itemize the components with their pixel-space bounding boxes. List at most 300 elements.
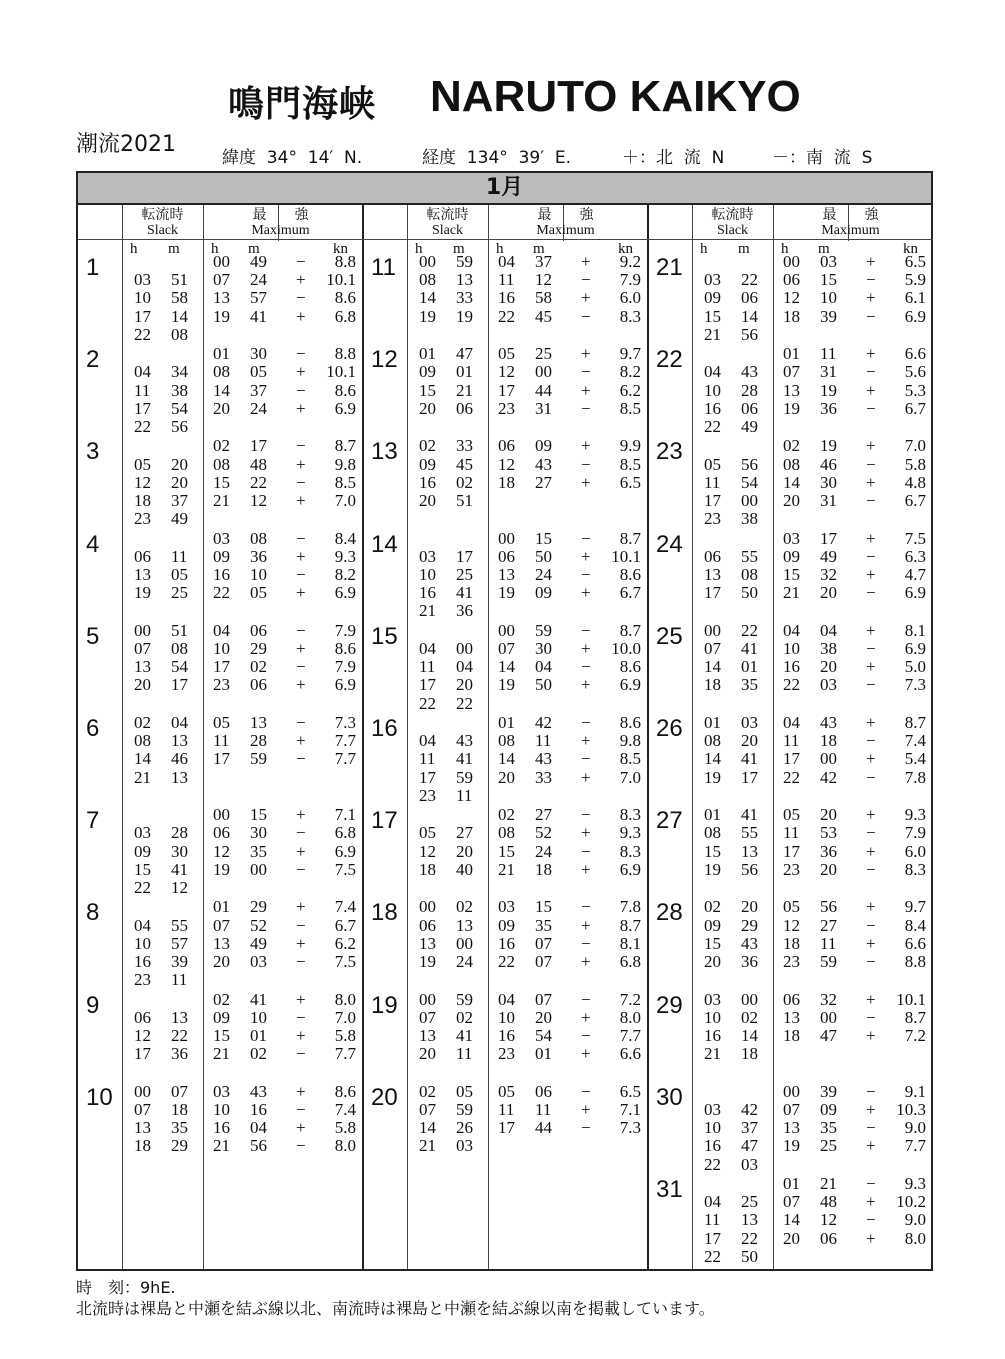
max-speed: 10.0 bbox=[611, 639, 641, 658]
flow-direction-sign: − bbox=[296, 952, 306, 971]
slack-hour: 04 bbox=[134, 915, 151, 935]
max-hour: 08 bbox=[213, 454, 230, 474]
flow-direction-sign: + bbox=[866, 713, 876, 732]
flow-direction-sign: + bbox=[296, 398, 306, 418]
slack-minute: 56 bbox=[741, 454, 758, 474]
day-number: 22 bbox=[656, 346, 683, 374]
max-hour: 12 bbox=[498, 362, 515, 382]
slack-minute: 36 bbox=[171, 1044, 188, 1064]
flow-direction-sign: + bbox=[866, 749, 876, 769]
flow-direction-sign: + bbox=[581, 344, 591, 364]
max-hour: 01 bbox=[213, 344, 230, 364]
max-minute: 05 bbox=[250, 362, 267, 382]
day-number: 28 bbox=[656, 899, 683, 927]
flow-direction-sign: − bbox=[866, 1174, 876, 1193]
slack-minute: 13 bbox=[171, 1007, 188, 1027]
slack-hour: 02 bbox=[419, 1081, 436, 1101]
max-hour: 13 bbox=[783, 1118, 800, 1138]
flow-direction-sign: − bbox=[581, 657, 591, 677]
max-minute: 20 bbox=[820, 805, 837, 825]
slack-hour: 07 bbox=[134, 1100, 151, 1119]
flow-direction-sign: + bbox=[866, 1100, 876, 1119]
day-number: 31 bbox=[656, 1176, 683, 1203]
slack-hour: 13 bbox=[419, 1026, 436, 1045]
max-speed: 10.1 bbox=[326, 270, 356, 290]
max-hour: 22 bbox=[498, 306, 515, 326]
flow-direction-sign: − bbox=[296, 565, 306, 584]
slack-hour: 07 bbox=[134, 639, 151, 658]
slack-hour: 09 bbox=[419, 454, 436, 474]
slack-hour: 23 bbox=[419, 785, 436, 805]
tidal-current-table bbox=[76, 171, 933, 1271]
max-hour: 11 bbox=[213, 731, 230, 751]
slack-minute: 57 bbox=[171, 933, 188, 953]
slack-hour: 00 bbox=[704, 620, 721, 640]
max-hour: 01 bbox=[783, 1174, 800, 1193]
max-speed: 8.0 bbox=[904, 1228, 926, 1248]
max-speed: 5.8 bbox=[904, 454, 926, 474]
max-hour: 20 bbox=[213, 398, 230, 418]
flow-direction-sign: + bbox=[866, 1026, 876, 1045]
slack-hour: 10 bbox=[419, 565, 436, 584]
flow-direction-sign: − bbox=[581, 620, 591, 640]
slack-minute: 03 bbox=[741, 1154, 758, 1174]
flow-direction-sign: + bbox=[296, 270, 306, 290]
flow-direction-sign: + bbox=[866, 805, 876, 825]
max-minute: 18 bbox=[820, 731, 837, 751]
slack-hour: 09 bbox=[704, 288, 721, 308]
max-minute: 36 bbox=[820, 398, 837, 418]
max-minute: 10 bbox=[250, 565, 267, 584]
column-divider bbox=[692, 205, 693, 1269]
slack-hour: 17 bbox=[704, 1228, 721, 1248]
slack-minute: 14 bbox=[741, 306, 758, 326]
max-minute: 02 bbox=[250, 657, 267, 677]
max-speed: 10.1 bbox=[326, 362, 356, 382]
flow-direction-sign: + bbox=[296, 841, 306, 861]
slack-minute: 11 bbox=[456, 1044, 473, 1064]
max-speed: 8.6 bbox=[619, 565, 641, 584]
flow-direction-sign: + bbox=[581, 288, 591, 308]
day-number: 20 bbox=[371, 1083, 398, 1111]
max-minute: 18 bbox=[535, 859, 552, 879]
column-divider bbox=[407, 205, 408, 1269]
flow-direction-sign: − bbox=[581, 933, 591, 953]
max-speed: 8.7 bbox=[904, 713, 926, 732]
max-speed: 5.8 bbox=[334, 1118, 356, 1138]
flow-direction-sign: − bbox=[296, 1007, 306, 1027]
max-hour: 01 bbox=[498, 713, 515, 732]
max-hour: 05 bbox=[498, 344, 515, 364]
slack-hour: 08 bbox=[134, 731, 151, 751]
max-hour: 03 bbox=[498, 897, 515, 917]
max-hour: 18 bbox=[783, 1026, 800, 1045]
max-minute: 50 bbox=[535, 675, 552, 695]
max-hour: 23 bbox=[498, 1044, 515, 1064]
slack-hour: 02 bbox=[419, 436, 436, 456]
max-header-jp: 最 強 bbox=[252, 208, 309, 223]
max-hour: 05 bbox=[783, 805, 800, 825]
day-number: 23 bbox=[656, 438, 683, 466]
max-minute: 48 bbox=[820, 1192, 837, 1212]
slack-hour: 15 bbox=[704, 306, 721, 326]
max-minute: 15 bbox=[250, 805, 267, 825]
latitude: 緯度 34° 14′ N. bbox=[222, 148, 363, 168]
max-hour: 07 bbox=[783, 1100, 800, 1119]
slack-minute: 42 bbox=[741, 1100, 758, 1119]
slack-minute: 20 bbox=[171, 472, 188, 492]
slack-minute: 50 bbox=[741, 1246, 758, 1266]
flow-direction-sign: + bbox=[866, 1136, 876, 1156]
max-speed: 8.7 bbox=[619, 528, 641, 548]
slack-hour: 17 bbox=[134, 398, 151, 418]
slack-hour: 03 bbox=[419, 546, 436, 566]
flow-direction-sign: + bbox=[296, 306, 306, 326]
max-hour: 13 bbox=[213, 288, 230, 308]
slack-hour: 16 bbox=[134, 952, 151, 971]
footer-description: 北流時は裸島と中瀬を結ぶ線以北、南流時は裸島と中瀬を結ぶ線以南を掲載しています。 bbox=[76, 1299, 715, 1318]
slack-hour: 17 bbox=[134, 1044, 151, 1064]
slack-hour: 06 bbox=[419, 915, 436, 935]
flow-direction-sign: + bbox=[296, 989, 306, 1009]
max-hour: 15 bbox=[498, 841, 515, 861]
slack-hour: 13 bbox=[134, 565, 151, 584]
max-hour: 14 bbox=[498, 749, 515, 769]
max-minute: 38 bbox=[820, 639, 837, 658]
max-speed: 8.2 bbox=[619, 362, 641, 382]
flow-direction-sign: − bbox=[581, 454, 591, 474]
flow-direction-sign: + bbox=[866, 620, 876, 640]
slack-minute: 59 bbox=[456, 767, 473, 787]
slack-header-jp: 転流時 bbox=[141, 208, 184, 223]
max-minute: 31 bbox=[535, 398, 552, 418]
slack-minute: 25 bbox=[741, 1192, 758, 1212]
max-minute: 01 bbox=[535, 1044, 552, 1064]
slack-minute: 22 bbox=[741, 1228, 758, 1248]
unit-m: m bbox=[248, 241, 260, 257]
slack-hour: 18 bbox=[134, 1136, 151, 1156]
max-speed: 6.9 bbox=[904, 306, 926, 326]
flow-direction-sign: − bbox=[581, 398, 591, 418]
max-minute: 15 bbox=[820, 270, 837, 290]
max-minute: 52 bbox=[250, 915, 267, 935]
slack-hour: 11 bbox=[704, 1210, 721, 1230]
slack-minute: 39 bbox=[171, 952, 188, 971]
unit-h: h bbox=[130, 241, 138, 257]
max-minute: 27 bbox=[820, 915, 837, 935]
slack-minute: 55 bbox=[171, 915, 188, 935]
slack-hour: 12 bbox=[419, 841, 436, 861]
max-header-jp: 最 強 bbox=[822, 208, 879, 223]
slack-minute: 00 bbox=[741, 989, 758, 1009]
max-minute: 20 bbox=[820, 657, 837, 677]
max-hour: 06 bbox=[498, 546, 515, 566]
max-speed: 6.7 bbox=[619, 583, 641, 603]
slack-minute: 22 bbox=[171, 1026, 188, 1045]
slack-hour: 10 bbox=[704, 380, 721, 400]
max-minute: 20 bbox=[820, 859, 837, 879]
slack-hour: 01 bbox=[419, 344, 436, 364]
slack-hour: 15 bbox=[704, 933, 721, 953]
max-hour: 05 bbox=[783, 897, 800, 917]
flow-direction-sign: − bbox=[296, 380, 306, 400]
flow-direction-sign: − bbox=[866, 583, 876, 603]
max-hour: 15 bbox=[213, 1026, 230, 1045]
flow-direction-sign: + bbox=[296, 454, 306, 474]
max-hour: 00 bbox=[783, 252, 800, 271]
max-minute: 56 bbox=[820, 897, 837, 917]
max-hour: 06 bbox=[213, 823, 230, 843]
slack-minute: 54 bbox=[171, 657, 188, 677]
slack-hour: 00 bbox=[419, 252, 436, 271]
flow-direction-sign: + bbox=[296, 1081, 306, 1101]
max-minute: 20 bbox=[820, 583, 837, 603]
flow-direction-sign: + bbox=[581, 546, 591, 566]
day-number: 3 bbox=[86, 438, 100, 466]
slack-minute: 03 bbox=[456, 1136, 473, 1156]
slack-minute: 13 bbox=[741, 841, 758, 861]
max-speed: 8.7 bbox=[619, 915, 641, 935]
flow-direction-sign: + bbox=[296, 362, 306, 382]
day-number: 14 bbox=[371, 530, 398, 558]
max-minute: 44 bbox=[535, 1118, 552, 1138]
max-minute: 06 bbox=[250, 675, 267, 695]
max-minute: 17 bbox=[250, 436, 267, 456]
slack-minute: 21 bbox=[456, 380, 473, 400]
flow-direction-sign: − bbox=[866, 859, 876, 879]
max-hour: 23 bbox=[498, 398, 515, 418]
max-hour: 13 bbox=[783, 1007, 800, 1027]
max-speed: 9.7 bbox=[904, 897, 926, 917]
max-speed: 5.4 bbox=[904, 749, 926, 769]
max-hour: 11 bbox=[783, 823, 800, 843]
max-minute: 11 bbox=[535, 1100, 552, 1119]
slack-minute: 40 bbox=[456, 859, 473, 879]
max-hour: 06 bbox=[783, 989, 800, 1009]
flow-direction-sign: − bbox=[866, 915, 876, 935]
slack-hour: 22 bbox=[134, 417, 151, 436]
day-number: 10 bbox=[86, 1083, 113, 1111]
max-speed: 8.6 bbox=[334, 380, 356, 400]
slack-hour: 16 bbox=[704, 1136, 721, 1156]
slack-hour: 18 bbox=[704, 675, 721, 695]
day-number: 30 bbox=[656, 1083, 683, 1111]
time-zone-note: 時 刻：9hE. bbox=[76, 1278, 176, 1297]
max-minute: 31 bbox=[820, 491, 837, 510]
flow-direction-sign: + bbox=[866, 841, 876, 861]
max-speed: 6.2 bbox=[334, 933, 356, 953]
slack-hour: 03 bbox=[704, 989, 721, 1009]
slack-minute: 50 bbox=[741, 583, 758, 603]
max-hour: 23 bbox=[213, 675, 230, 695]
slack-hour: 11 bbox=[419, 657, 436, 677]
max-hour: 16 bbox=[498, 1026, 515, 1045]
flow-direction-sign: + bbox=[581, 436, 591, 456]
slack-minute: 47 bbox=[456, 344, 473, 364]
group-divider bbox=[647, 205, 649, 1269]
max-speed: 9.8 bbox=[334, 454, 356, 474]
max-minute: 21 bbox=[820, 1174, 837, 1193]
max-hour: 16 bbox=[213, 565, 230, 584]
slack-hour: 21 bbox=[704, 324, 721, 344]
flow-direction-sign: + bbox=[296, 583, 306, 603]
max-speed: 7.7 bbox=[334, 731, 356, 751]
max-hour: 17 bbox=[498, 380, 515, 400]
max-minute: 25 bbox=[535, 344, 552, 364]
slack-minute: 17 bbox=[456, 546, 473, 566]
max-hour: 16 bbox=[498, 933, 515, 953]
slack-minute: 00 bbox=[456, 639, 473, 658]
slack-hour: 13 bbox=[419, 933, 436, 953]
slack-hour: 16 bbox=[419, 583, 436, 603]
max-speed: 8.0 bbox=[334, 1136, 356, 1156]
max-hour: 05 bbox=[498, 1081, 515, 1101]
slack-hour: 09 bbox=[704, 915, 721, 935]
flow-direction-sign: + bbox=[581, 380, 591, 400]
max-minute: 42 bbox=[535, 713, 552, 732]
max-hour: 15 bbox=[213, 472, 230, 492]
unit-kn: kn bbox=[333, 241, 348, 257]
slack-minute: 20 bbox=[741, 731, 758, 751]
max-speed: 6.0 bbox=[619, 288, 641, 308]
north-flow-legend: ＋：北 流 N bbox=[622, 148, 725, 168]
flow-direction-sign: − bbox=[581, 1081, 591, 1101]
slack-hour: 19 bbox=[419, 306, 436, 326]
max-minute: 50 bbox=[535, 546, 552, 566]
flow-direction-sign: + bbox=[581, 915, 591, 935]
slack-minute: 30 bbox=[171, 841, 188, 861]
day-number: 18 bbox=[371, 899, 398, 927]
max-minute: 56 bbox=[250, 1136, 267, 1156]
max-speed: 7.3 bbox=[619, 1118, 641, 1138]
max-hour: 07 bbox=[783, 1192, 800, 1212]
max-minute: 30 bbox=[250, 823, 267, 843]
unit-h: h bbox=[211, 241, 219, 257]
max-hour: 05 bbox=[213, 713, 230, 732]
max-speed: 8.1 bbox=[619, 933, 641, 953]
max-speed: 8.7 bbox=[619, 620, 641, 640]
max-hour: 12 bbox=[783, 288, 800, 308]
slack-hour: 17 bbox=[419, 675, 436, 695]
max-hour: 00 bbox=[498, 620, 515, 640]
flow-direction-sign: − bbox=[296, 823, 306, 843]
slack-hour: 08 bbox=[704, 823, 721, 843]
flow-direction-sign: − bbox=[296, 713, 306, 732]
column-divider bbox=[203, 205, 204, 1269]
unit-h: h bbox=[496, 241, 504, 257]
slack-minute: 47 bbox=[741, 1136, 758, 1156]
max-minute: 59 bbox=[820, 952, 837, 971]
slack-minute: 08 bbox=[171, 639, 188, 658]
slack-hour: 20 bbox=[419, 398, 436, 418]
max-speed: 8.6 bbox=[334, 288, 356, 308]
max-speed: 6.2 bbox=[619, 380, 641, 400]
max-hour: 03 bbox=[213, 528, 230, 548]
max-hour: 08 bbox=[498, 823, 515, 843]
max-minute: 04 bbox=[820, 620, 837, 640]
slack-hour: 21 bbox=[419, 601, 436, 621]
max-minute: 30 bbox=[250, 344, 267, 364]
max-minute: 49 bbox=[820, 546, 837, 566]
max-speed: 8.7 bbox=[334, 436, 356, 456]
day-number: 5 bbox=[86, 622, 100, 650]
slack-minute: 02 bbox=[741, 1007, 758, 1027]
max-minute: 09 bbox=[820, 1100, 837, 1119]
slack-minute: 34 bbox=[171, 362, 188, 382]
max-minute: 07 bbox=[535, 952, 552, 971]
slack-hour: 09 bbox=[134, 841, 151, 861]
slack-hour: 00 bbox=[419, 989, 436, 1009]
max-speed: 7.0 bbox=[334, 1007, 356, 1027]
max-speed: 6.8 bbox=[619, 952, 641, 971]
flow-direction-sign: − bbox=[296, 1136, 306, 1156]
slack-hour: 04 bbox=[704, 1192, 721, 1212]
max-minute: 25 bbox=[820, 1136, 837, 1156]
flow-direction-sign: + bbox=[296, 805, 306, 825]
max-minute: 54 bbox=[535, 1026, 552, 1045]
flow-direction-sign: − bbox=[296, 472, 306, 492]
slack-minute: 13 bbox=[456, 270, 473, 290]
flow-direction-sign: + bbox=[296, 546, 306, 566]
max-speed: 6.9 bbox=[334, 841, 356, 861]
flow-direction-sign: − bbox=[866, 454, 876, 474]
day-number: 11 bbox=[371, 254, 396, 281]
slack-minute: 46 bbox=[171, 749, 188, 769]
max-minute: 47 bbox=[820, 1026, 837, 1045]
max-speed: 9.3 bbox=[904, 805, 926, 825]
slack-minute: 20 bbox=[171, 454, 188, 474]
flow-direction-sign: + bbox=[866, 288, 876, 308]
slack-minute: 26 bbox=[456, 1118, 473, 1138]
max-speed: 7.9 bbox=[334, 620, 356, 640]
slack-minute: 51 bbox=[171, 620, 188, 640]
max-speed: 7.3 bbox=[904, 675, 926, 695]
slack-hour: 10 bbox=[704, 1007, 721, 1027]
max-minute: 43 bbox=[535, 454, 552, 474]
day-number: 2 bbox=[86, 346, 100, 374]
max-speed: 9.8 bbox=[619, 731, 641, 751]
slack-minute: 14 bbox=[741, 1026, 758, 1045]
max-speed: 7.7 bbox=[904, 1136, 926, 1156]
max-minute: 24 bbox=[535, 565, 552, 584]
slack-hour: 20 bbox=[704, 952, 721, 971]
slack-minute: 37 bbox=[171, 491, 188, 510]
max-speed: 7.7 bbox=[334, 749, 356, 769]
slack-hour: 17 bbox=[419, 767, 436, 787]
slack-minute: 41 bbox=[456, 749, 473, 769]
max-hour: 14 bbox=[213, 380, 230, 400]
coordinates-row bbox=[222, 143, 932, 168]
flow-direction-sign: + bbox=[581, 731, 591, 751]
max-speed: 7.4 bbox=[334, 1100, 356, 1119]
flow-direction-sign: − bbox=[866, 1210, 876, 1230]
max-hour: 08 bbox=[783, 454, 800, 474]
slack-minute: 08 bbox=[741, 565, 758, 584]
max-speed: 6.7 bbox=[904, 491, 926, 510]
max-minute: 03 bbox=[820, 252, 837, 271]
slack-minute: 11 bbox=[171, 546, 188, 566]
max-hour: 04 bbox=[783, 620, 800, 640]
max-minute: 59 bbox=[535, 620, 552, 640]
day-number: 24 bbox=[656, 530, 683, 558]
max-hour: 12 bbox=[498, 454, 515, 474]
max-hour: 16 bbox=[783, 657, 800, 677]
max-minute: 44 bbox=[535, 380, 552, 400]
max-speed: 9.0 bbox=[904, 1118, 926, 1138]
max-hour: 04 bbox=[498, 989, 515, 1009]
slack-hour: 10 bbox=[134, 288, 151, 308]
slack-minute: 13 bbox=[171, 767, 188, 787]
